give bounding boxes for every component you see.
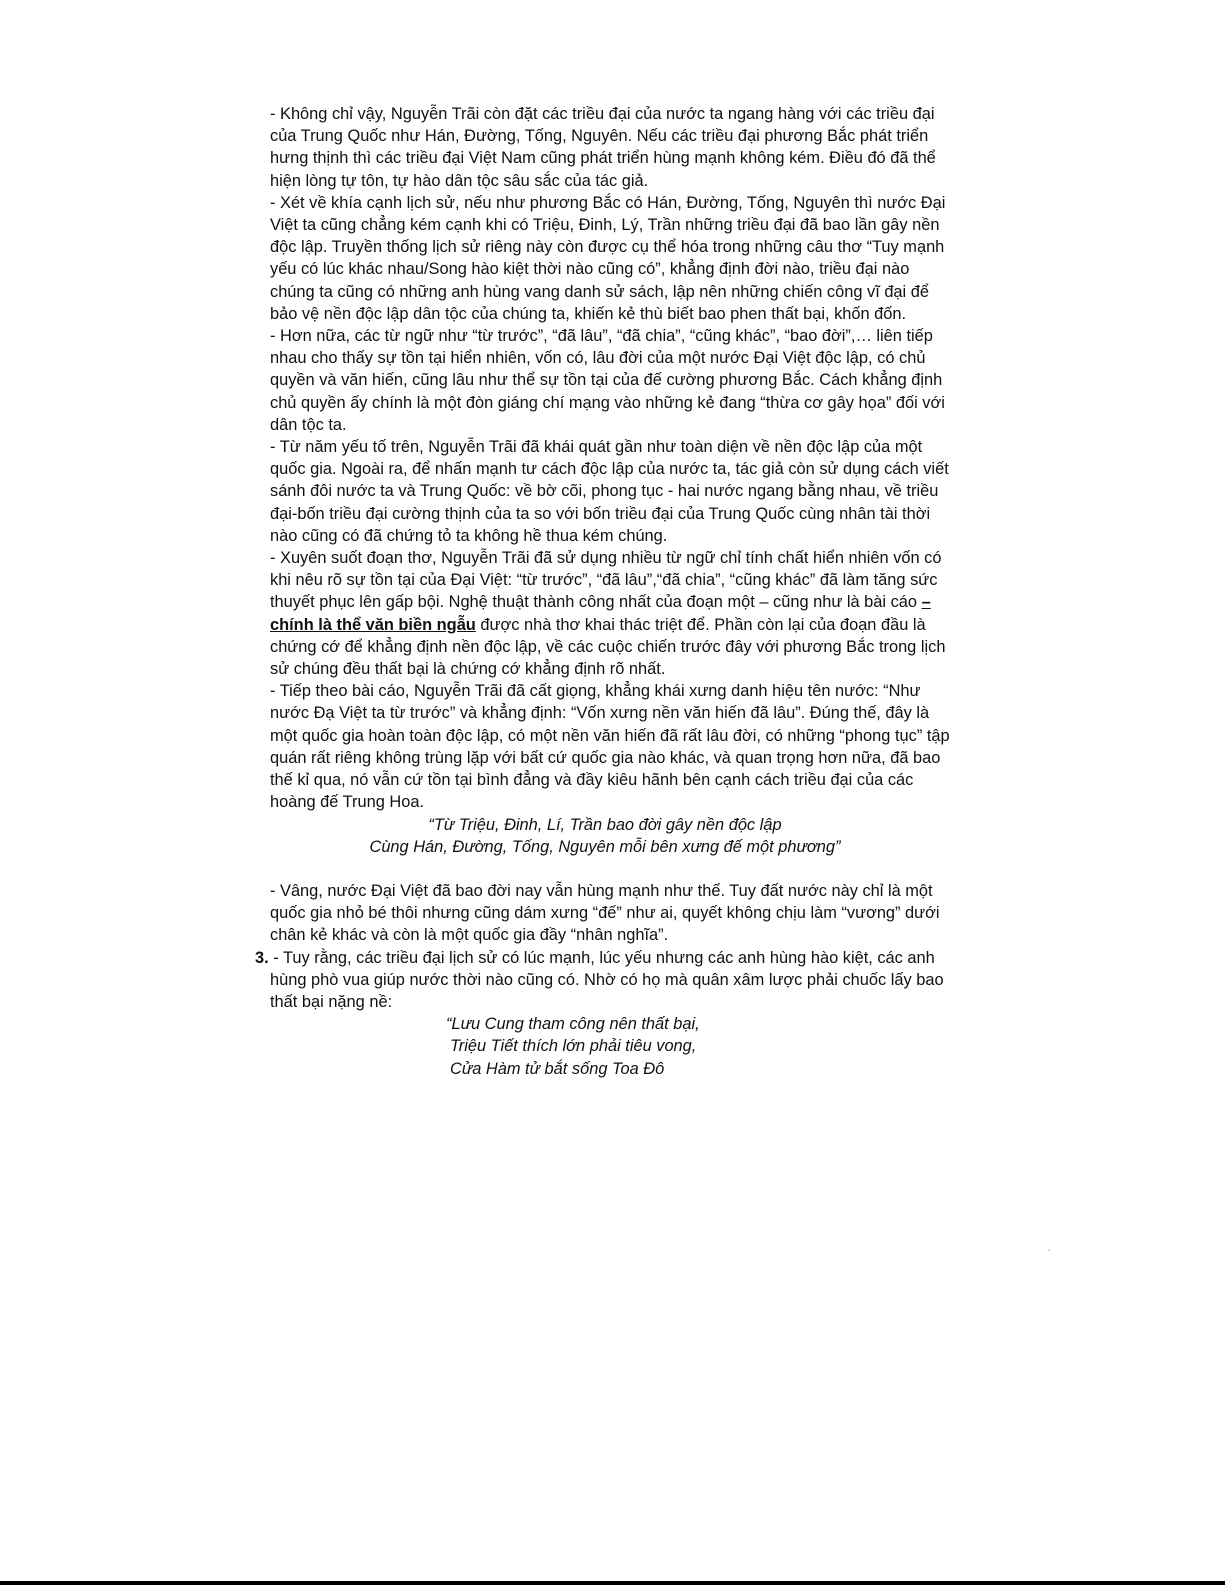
quote-2-line-2: Triệu Tiết thích lớn phải tiêu vong, xyxy=(450,1037,697,1056)
paragraph-3: - Hơn nữa, các từ ngữ như “từ trước”, “đã lâu”, “đã chia”, “cũng khác”, “bao đời”,… liên tiếp nhau cho thấy sự tồn tại hiển nhiên, vốn có, lâu đời của một nước Đại Việt độc lập, có chủ quyền và văn hiến, cũng lâu như thể sự tồn tại của đế cường phương Bắc. Cách khẳng định chủ quyền ấy chính là một đòn giáng chí mạng vào những kẻ đang “thừa cơ gây họa” đối với dân tộc ta. xyxy=(270,327,945,434)
list-number: 3. xyxy=(255,948,269,967)
spacer xyxy=(270,858,950,880)
paragraph-2: - Xét về khía cạnh lịch sử, nếu như phương Bắc có Hán, Đường, Tống, Nguyên thì nước Đại Việt ta cũng chẳng kém cạnh khi có Triệu, Đinh, Lý, Trần những triều đại đã bao lần gây nền độc lập. Truyền thống lịch sử riêng này còn được cụ thể hóa trong những câu thơ “Tuy mạnh yếu có lúc khác nhau/Song hào kiệt thời nào cũng có”, khẳng định đời nào, triều đại nào chúng ta cũng có những anh hùng vang danh sử sách, lập nên những chiến công vĩ đại để bảo vệ nền độc lập dân tộc của chúng ta, khiến kẻ thù biết bao phen thất bại, khốn đốn. xyxy=(270,193,946,323)
bottom-edge-line xyxy=(0,1581,1225,1585)
quote-2-line-3: Cửa Hàm tử bắt sống Toa Đô xyxy=(450,1059,665,1078)
paragraph-7: - Vâng, nước Đại Việt đã bao đời nay vẫn hùng mạnh như thế. Tuy đất nước này chỉ là một quốc gia nhỏ bé thôi nhưng cũng dám xưng “đế” như ai, quyết không chịu làm “vương” dưới chân kẻ khác và còn là một quốc gia đầy “nhân nghĩa”. xyxy=(270,881,940,945)
paragraph-5-text-c: được nhà thơ khai thác triệt để. Phần còn lại của đoạn đầu là chứng cớ để khẳng định nền độc lập, về các cuộc chiến trước đây với phương Bắc trong lịch sử chúng đều thất bại là chứng cớ khẳng định rõ nhất. xyxy=(270,615,946,679)
paragraph-5-text-a: - Xuyên suốt đoạn thơ, Nguyễn Trãi đã sử dụng nhiều từ ngữ chỉ tính chất hiển nhiên vốn có khi nêu rõ sự tồn tại của Đại Việt: “từ trước”, “đã lâu”,“đã chia”, “cũng khác” đã làm tăng sức thuyết phục lên gấp bội. Nghệ thuật thành công nhất của đoạn một – cũng như là bài cáo xyxy=(270,549,942,612)
quote-2 xyxy=(270,1013,950,1080)
paragraph-5-emphasis: – chính là thể văn biền ngẫu xyxy=(270,593,931,634)
paragraph-5 xyxy=(270,547,950,680)
document-page xyxy=(255,103,950,1080)
quote-1-line-2: Cùng Hán, Đường, Tống, Nguyên mỗi bên xưng đế một phương” xyxy=(369,837,841,856)
paragraph-8-text: - Tuy rằng, các triều đại lịch sử có lúc mạnh, lúc yếu nhưng các anh hùng hào kiệt, các anh hùng phò vua giúp nước thời nào cũng có. Nhờ có họ mà quân xâm lược phải chuốc lấy bao thất bại nặng nề: xyxy=(268,948,944,1011)
paragraph-1: - Không chỉ vậy, Nguyễn Trãi còn đặt các triều đại của nước ta ngang hàng với các triều đại của Trung Quốc như Hán, Đường, Tống, Nguyên. Nếu các triều đại phương Bắc phát triển hưng thịnh thì các triều đại Việt Nam cũng phát triển hùng mạnh không kém. Điều đó đã thể hiện lòng tự tôn, tự hào dân tộc sâu sắc của tác giả. xyxy=(270,105,936,190)
paragraph-8 xyxy=(255,947,950,1014)
quote-2-line-1: “Lưu Cung tham công nên thất bại, xyxy=(446,1015,700,1034)
scan-speck xyxy=(1048,1249,1050,1251)
paragraph-4: - Từ năm yếu tố trên, Nguyễn Trãi đã khái quát gần như toàn diện về nền độc lập của một quốc gia. Ngoài ra, để nhấn mạnh tư cách độc lập của nước ta, tác giả còn sử dụng cách viết sánh đôi nước ta và Trung Quốc: về bờ cõi, phong tục - hai nước ngang bằng nhau, về triều đại-bốn triều đại cường thịnh của ta so với bốn triều đại của Trung Quốc cùng nhân tài thời nào cũng có đã chứng tỏ ta không hề thua kém chúng. xyxy=(270,438,949,545)
paragraph-6: - Tiếp theo bài cáo, Nguyễn Trãi đã cất giọng, khẳng khái xưng danh hiệu tên nước: “Như nước Đạ Việt ta từ trước” và khẳng định: “Vốn xưng nền văn hiến đã lâu”. Đúng thế, đây là một quốc gia hoàn toàn độc lập, có một nền văn hiến đã rất lâu đời, có những “phong tục” tập quán rất riêng không trùng lặp với bất cứ quốc gia nào khác, và quan trọng hơn nữa, đã bao thế kỉ qua, nó vẫn cứ tồn tại bình đẳng và đầy kiêu hãnh bên cạnh cách triều đại của các hoàng đế Trung Hoa. xyxy=(270,682,950,812)
quote-1-line-1: “Từ Triệu, Đinh, Lí, Trần bao đời gây nền độc lập xyxy=(428,815,782,834)
